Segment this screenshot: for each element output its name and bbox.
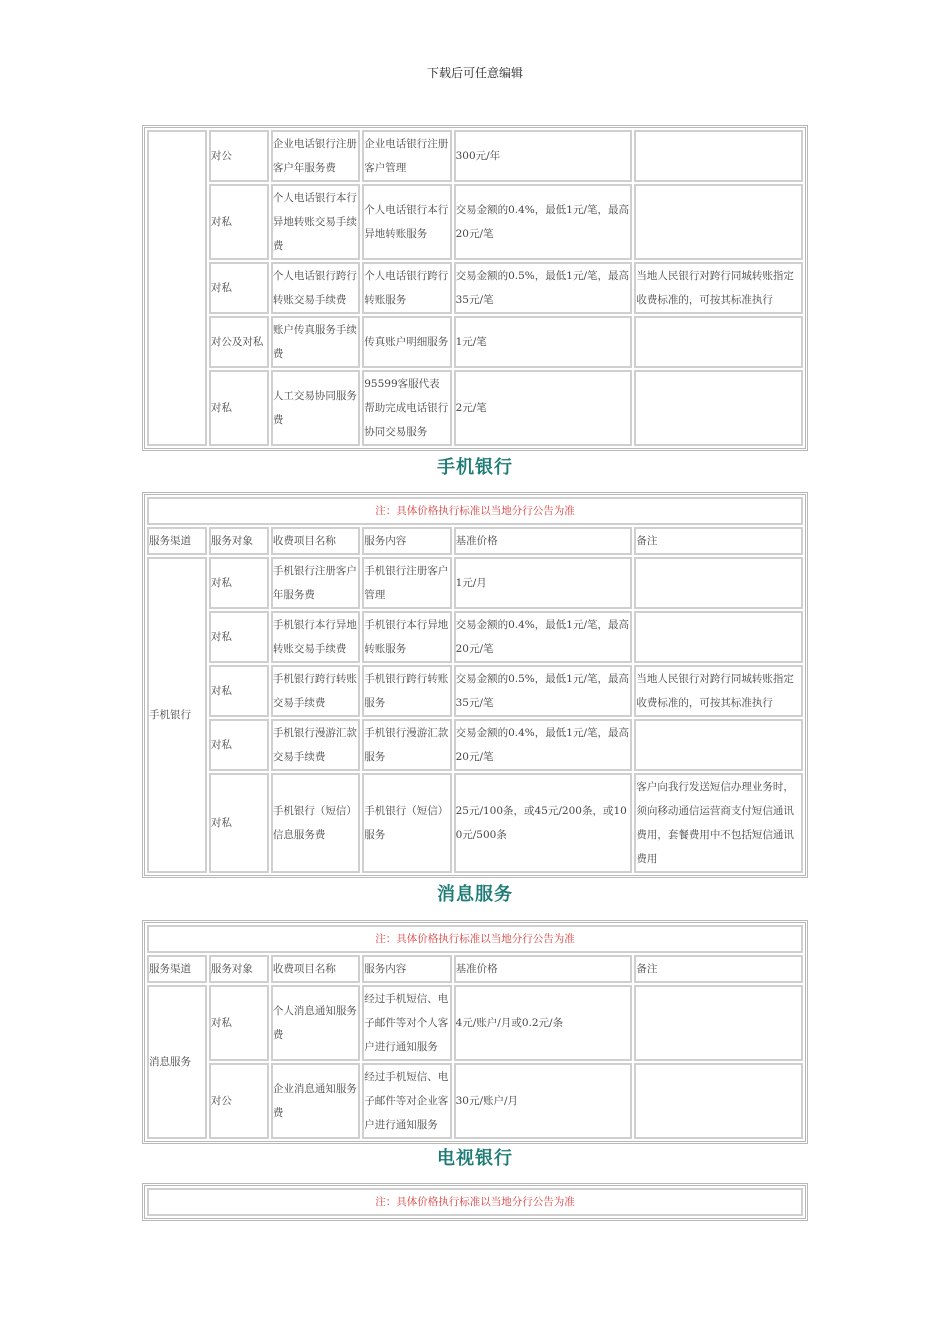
mobile-banking-fee-table — [142, 492, 808, 878]
fee-item-name: 个人消息通知服务费 — [271, 985, 360, 1061]
table-row — [147, 316, 803, 368]
base-price: 交易金额的0.4%，最低1元/笔，最高20元/笔 — [454, 611, 633, 663]
header-item: 收费项目名称 — [271, 527, 360, 555]
fee-item-name: 企业电话银行注册客户年服务费 — [271, 130, 360, 182]
header-channel: 服务渠道 — [147, 527, 207, 555]
service-content: 手机银行本行异地转账服务 — [362, 611, 451, 663]
price-note: 注：具体价格执行标准以当地分行公告为准 — [147, 925, 803, 953]
remark: 当地人民银行对跨行同城转账指定收费标准的，可按其标准执行 — [634, 665, 803, 717]
service-content: 企业电话银行注册客户管理 — [362, 130, 451, 182]
service-content: 95599客服代表帮助完成电话银行协同交易服务 — [362, 370, 451, 446]
section-title-mobile-banking: 手机银行 — [437, 457, 513, 478]
service-content: 手机银行漫游汇款服务 — [362, 719, 451, 771]
fee-item-name: 个人电话银行跨行转账交易手续费 — [271, 262, 360, 314]
table-row — [147, 262, 803, 314]
header-price: 基准价格 — [454, 955, 633, 983]
base-price: 4元/账户/月或0.2元/条 — [454, 985, 633, 1061]
service-content: 个人电话银行本行异地转账服务 — [362, 184, 451, 260]
service-object: 对私 — [209, 184, 269, 260]
fee-item-name: 账户传真服务手续费 — [271, 316, 360, 368]
fee-item-name: 人工交易协同服务费 — [271, 370, 360, 446]
fee-item-name: 手机银行（短信）信息服务费 — [271, 773, 360, 873]
base-price: 1元/笔 — [454, 316, 633, 368]
base-price: 2元/笔 — [454, 370, 633, 446]
header-content: 服务内容 — [362, 955, 451, 983]
service-content: 经过手机短信、电子邮件等对企业客户进行通知服务 — [362, 1063, 451, 1139]
table-row — [147, 985, 803, 1061]
base-price: 交易金额的0.4%，最低1元/笔，最高20元/笔 — [454, 719, 633, 771]
header-channel: 服务渠道 — [147, 955, 207, 983]
base-price: 交易金额的0.4%，最低1元/笔，最高20元/笔 — [454, 184, 633, 260]
remark: 客户向我行发送短信办理业务时，须向移动通信运营商支付短信通讯费用，套餐费用中不包括短信通讯费用 — [634, 773, 803, 873]
service-content: 个人电话银行跨行转账服务 — [362, 262, 451, 314]
service-object: 对私 — [209, 773, 269, 873]
base-price: 25元/100条，或45元/200条，或100元/500条 — [454, 773, 633, 873]
table-row — [147, 557, 803, 609]
service-content: 传真账户明细服务 — [362, 316, 451, 368]
service-channel: 消息服务 — [147, 985, 207, 1139]
table-row — [147, 370, 803, 446]
header-price: 基准价格 — [454, 527, 633, 555]
fee-item-name: 企业消息通知服务费 — [271, 1063, 360, 1139]
table-row — [147, 611, 803, 663]
table-row — [147, 665, 803, 717]
service-object: 对私 — [209, 719, 269, 771]
header-remark: 备注 — [634, 955, 803, 983]
service-object: 对私 — [209, 611, 269, 663]
remark — [634, 184, 803, 260]
table-row — [147, 719, 803, 771]
header-content: 服务内容 — [362, 527, 451, 555]
remark — [634, 130, 803, 182]
page-header: 下载后可任意编辑 — [426, 66, 523, 80]
service-content: 手机银行（短信）服务 — [362, 773, 451, 873]
remark — [634, 557, 803, 609]
note-row — [147, 925, 803, 953]
remark: 当地人民银行对跨行同城转账指定收费标准的，可按其标准执行 — [634, 262, 803, 314]
service-object: 对公 — [209, 1063, 269, 1139]
tv-banking-fee-table — [142, 1183, 808, 1221]
service-content: 经过手机短信、电子邮件等对个人客户进行通知服务 — [362, 985, 451, 1061]
remark — [634, 611, 803, 663]
service-content: 手机银行跨行转账服务 — [362, 665, 451, 717]
service-channel: 手机银行 — [147, 557, 207, 873]
service-object: 对私 — [209, 557, 269, 609]
header-row — [147, 955, 803, 983]
table-row — [147, 773, 803, 873]
section-title-message-service: 消息服务 — [437, 884, 513, 905]
service-object: 对公 — [209, 130, 269, 182]
base-price: 交易金额的0.5%，最低1元/笔，最高35元/笔 — [454, 665, 633, 717]
base-price: 300元/年 — [454, 130, 633, 182]
table-row — [147, 184, 803, 260]
fee-item-name: 手机银行漫游汇款交易手续费 — [271, 719, 360, 771]
base-price: 30元/账户/月 — [454, 1063, 633, 1139]
fee-item-name: 个人电话银行本行异地转账交易手续费 — [271, 184, 360, 260]
remark — [634, 316, 803, 368]
remark — [634, 985, 803, 1061]
fee-item-name: 手机银行跨行转账交易手续费 — [271, 665, 360, 717]
note-row — [147, 1188, 803, 1216]
message-service-fee-table — [142, 920, 808, 1144]
note-row — [147, 497, 803, 525]
service-object: 对私 — [209, 262, 269, 314]
header-object: 服务对象 — [209, 955, 269, 983]
header-remark: 备注 — [634, 527, 803, 555]
table-row — [147, 1063, 803, 1139]
service-object: 对私 — [209, 665, 269, 717]
service-content: 手机银行注册客户管理 — [362, 557, 451, 609]
fee-item-name: 手机银行本行异地转账交易手续费 — [271, 611, 360, 663]
service-object: 对私 — [209, 985, 269, 1061]
price-note: 注：具体价格执行标准以当地分行公告为准 — [147, 1188, 803, 1216]
price-note: 注：具体价格执行标准以当地分行公告为准 — [147, 497, 803, 525]
service-object: 对公及对私 — [209, 316, 269, 368]
base-price: 交易金额的0.5%，最低1元/笔，最高35元/笔 — [454, 262, 633, 314]
header-object: 服务对象 — [209, 527, 269, 555]
section-title-tv-banking: 电视银行 — [437, 1148, 513, 1169]
remark — [634, 719, 803, 771]
remark — [634, 1063, 803, 1139]
phone-banking-fee-table — [142, 125, 808, 451]
channel-cell — [147, 130, 207, 446]
base-price: 1元/月 — [454, 557, 633, 609]
table-row — [147, 130, 803, 182]
fee-item-name: 手机银行注册客户年服务费 — [271, 557, 360, 609]
header-row — [147, 527, 803, 555]
service-object: 对私 — [209, 370, 269, 446]
header-item: 收费项目名称 — [271, 955, 360, 983]
remark — [634, 370, 803, 446]
